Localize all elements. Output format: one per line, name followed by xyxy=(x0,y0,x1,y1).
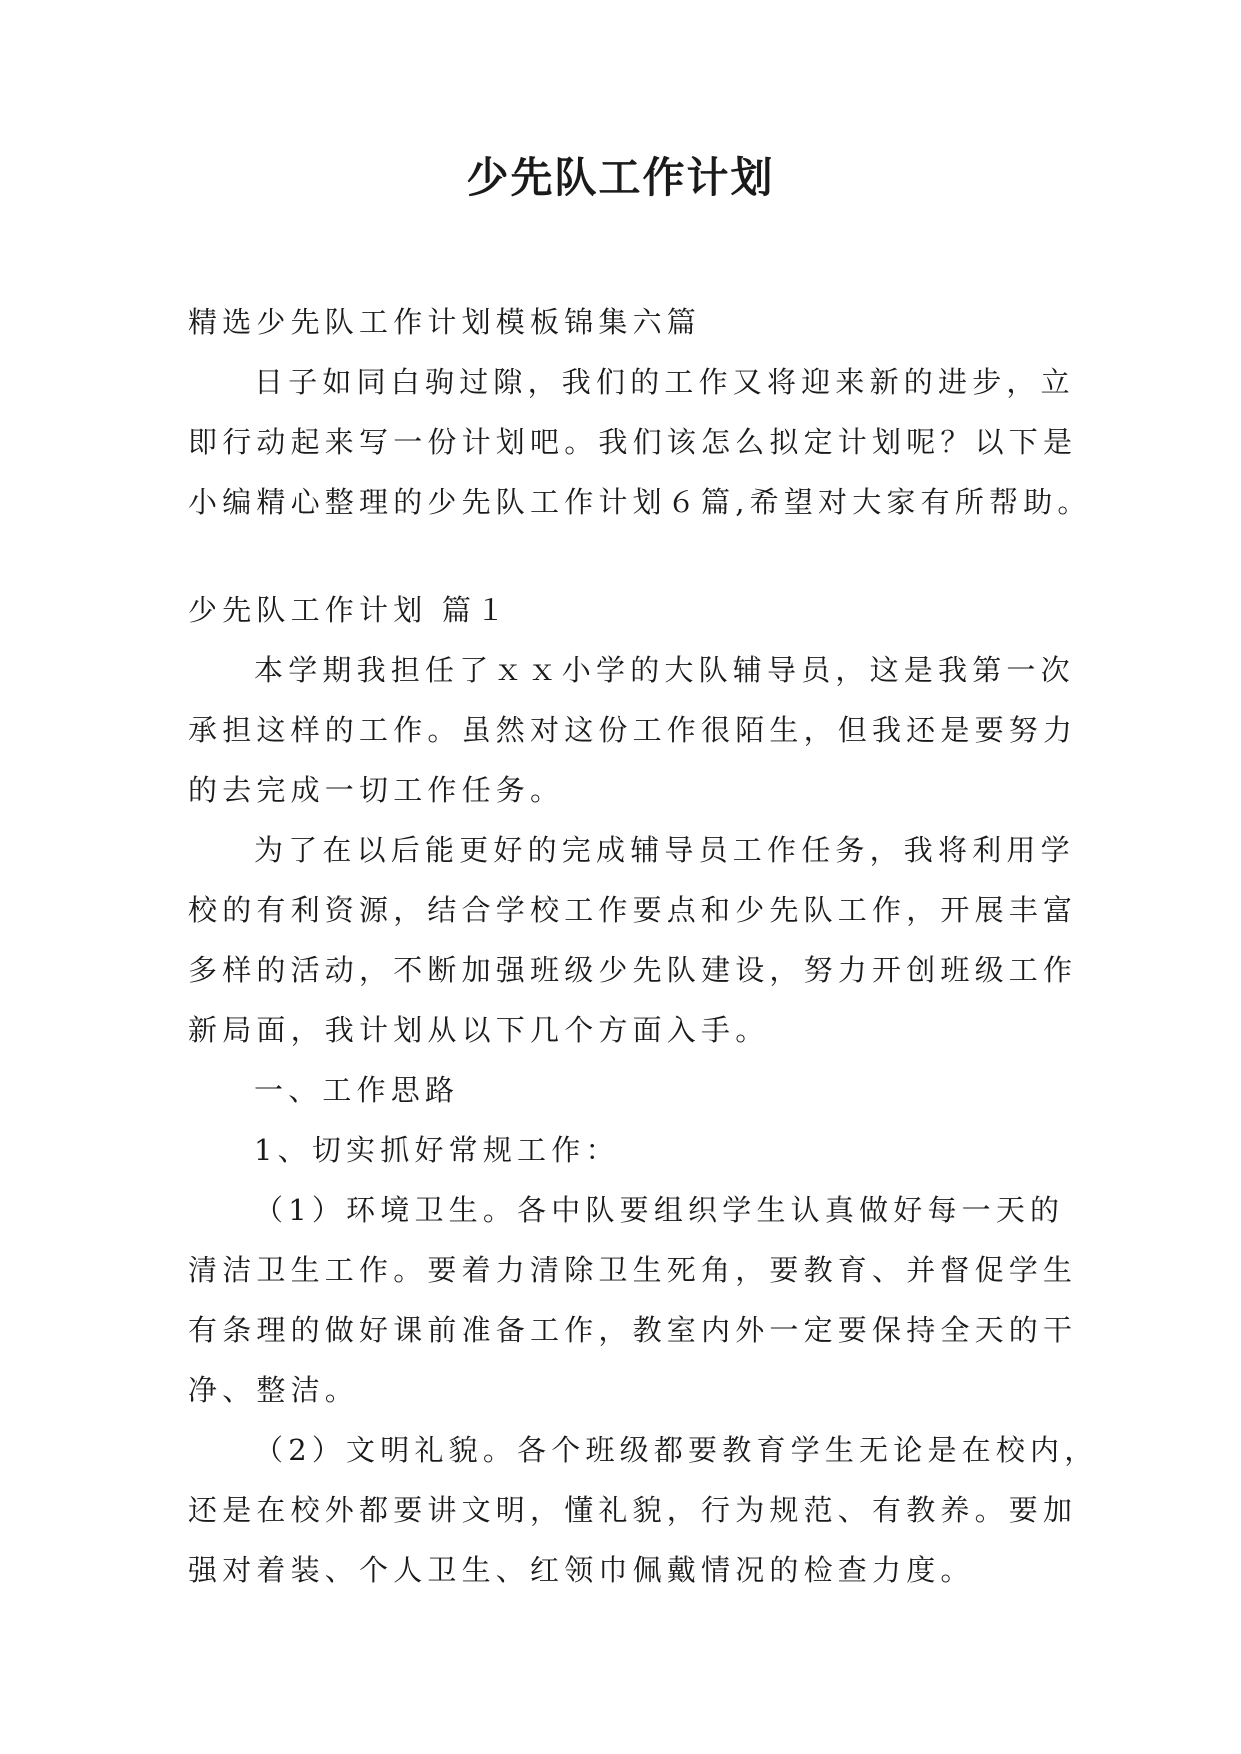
paragraph-line: 校的有利资源，结合学校工作要点和少先队工作，开展丰富 xyxy=(188,893,1078,927)
paragraph-line: 的去完成一切工作任务。 xyxy=(188,773,565,807)
paragraph-line: （2）文明礼貌。各个班级都要教育学生无论是在校内， xyxy=(254,1433,1099,1467)
document-title: 少先队工作计划 xyxy=(466,153,775,202)
sub-item-2 xyxy=(188,1420,1099,1600)
paragraph-line: 清洁卫生工作。要着力清除卫生死角，要教育、并督促学生 xyxy=(188,1253,1078,1287)
paragraph-line: 日子如同白驹过隙，我们的工作又将迎来新的进步，立 xyxy=(254,365,1075,399)
paragraph-line: 即行动起来写一份计划吧。我们该怎么拟定计划呢？以下是 xyxy=(188,425,1078,459)
intro-paragraph xyxy=(188,352,1092,532)
section-heading: 少先队工作计划 篇１ xyxy=(188,593,511,627)
paragraph-line: 为了在以后能更好的完成辅导员工作任务，我将利用学 xyxy=(254,833,1075,867)
paragraph-line: 小编精心整理的少先队工作计划６篇,希望对大家有所帮助。 xyxy=(188,485,1092,519)
paragraph-1 xyxy=(188,640,1078,820)
paragraph-line: 强对着装、个人卫生、红领巾佩戴情况的检查力度。 xyxy=(188,1553,975,1587)
heading-one: 一、工作思路 xyxy=(254,1073,460,1107)
paragraph-line: （1）环境卫生。各中队要组织学生认真做好每一天的 xyxy=(254,1193,1065,1227)
paragraph-line: 本学期我担任了ｘｘ小学的大队辅导员，这是我第一次 xyxy=(254,653,1075,687)
sub-item-1 xyxy=(188,1180,1078,1420)
document-subtitle: 精选少先队工作计划模板锦集六篇 xyxy=(188,305,702,339)
paragraph-line: 承担这样的工作。虽然对这份工作很陌生，但我还是要努力 xyxy=(188,713,1078,747)
section-spacer xyxy=(188,532,1058,580)
document-body xyxy=(188,292,1099,1600)
paragraph-line: 还是在校外都要讲文明，懂礼貌，行为规范、有教养。要加 xyxy=(188,1493,1078,1527)
paragraph-line: 多样的活动，不断加强班级少先队建设，努力开创班级工作 xyxy=(188,953,1078,987)
paragraph-line: 有条理的做好课前准备工作，教室内外一定要保持全天的干 xyxy=(188,1313,1078,1347)
paragraph-line: 净、整洁。 xyxy=(188,1373,360,1407)
paragraph-line: 新局面，我计划从以下几个方面入手。 xyxy=(188,1013,770,1047)
item-one: 1、切实抓好常规工作： xyxy=(254,1133,620,1167)
paragraph-2 xyxy=(188,820,1078,1060)
